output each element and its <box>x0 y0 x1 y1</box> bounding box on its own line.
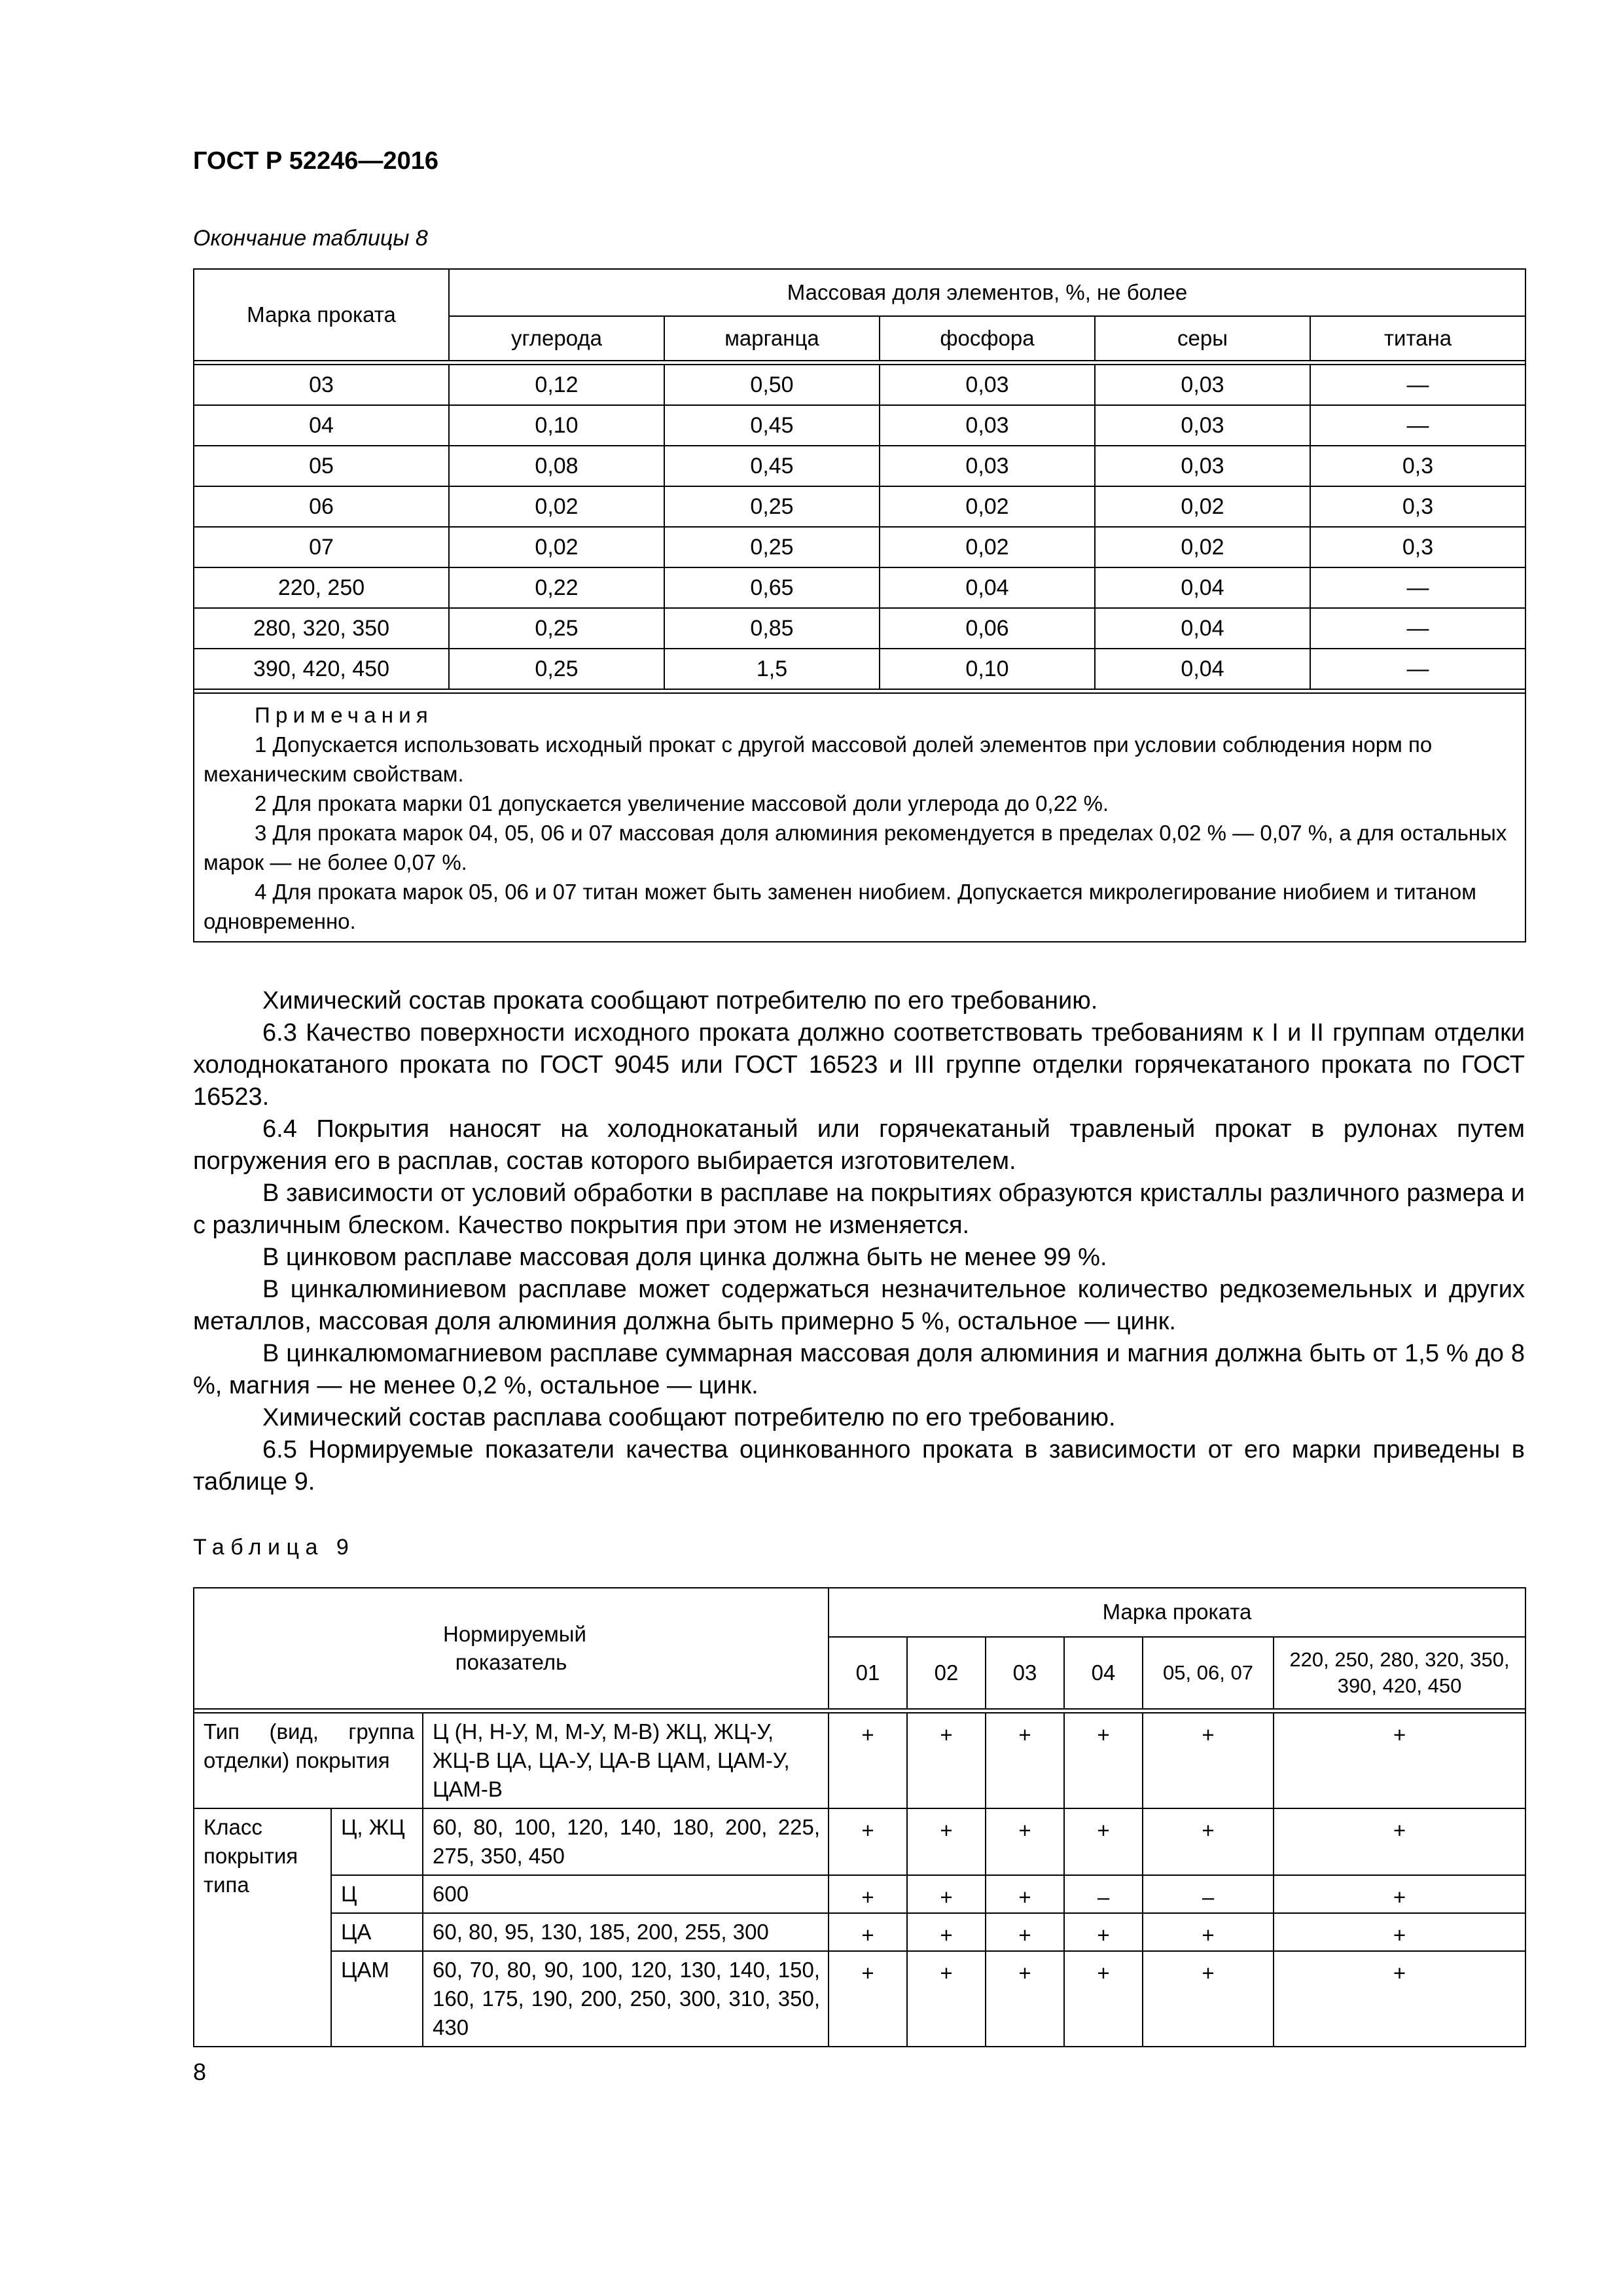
paragraph: В цинкалюмомагниевом расплаве суммарная массовая доля алюминия и магния должна быть от 1,5 % до 8 %, магния — не менее 0,2 %, остальное — цинк. <box>193 1340 1525 1399</box>
table8-header-col: фосфора <box>880 316 1095 361</box>
table-row <box>194 527 1525 567</box>
table-row <box>194 567 1525 608</box>
paragraph: 6.5 Нормируемые показатели качества оцинкованного проката в зависимости от его марки приведены в таблице 9. <box>193 1436 1525 1496</box>
paragraph: Химический состав расплава сообщают потребителю по его требованию. <box>262 1404 1116 1431</box>
table-cell: 0,03 <box>880 365 1095 405</box>
table9-header-col: 03 <box>986 1637 1064 1709</box>
table-cell: 1,5 <box>664 649 880 689</box>
table-cell: 0,03 <box>1095 446 1310 486</box>
table-cell: 0,25 <box>449 649 664 689</box>
mark-cell: – <box>1143 1875 1274 1913</box>
table9-header-indicator: Нормируемый показатель <box>194 1588 829 1709</box>
table-cell: 0,04 <box>880 567 1095 608</box>
mark-cell: + <box>907 1913 986 1951</box>
mark-cell: + <box>986 1951 1064 2047</box>
table-cell: 0,3 <box>1310 527 1525 567</box>
table-row <box>194 1913 1525 1951</box>
table9-caption: Таблица 9 <box>193 1535 355 1560</box>
table-cell: 03 <box>194 365 449 405</box>
mark-cell: + <box>1143 1913 1274 1951</box>
table-cell: 06 <box>194 486 449 527</box>
class-label: Класс покрытия типа <box>194 1808 331 2047</box>
table-row <box>194 446 1525 486</box>
paragraph: 6.4 Покрытия наносят на холоднокатаный или горячекатаный травленый прокат в рулонах путем погружения его в расплав, состав которого выбирается изготовителем. <box>193 1115 1525 1175</box>
table-cell: — <box>1310 405 1525 446</box>
table-cell: 0,06 <box>880 608 1095 649</box>
body-text <box>193 985 1525 1498</box>
table-cell: 0,03 <box>880 405 1095 446</box>
class-values: 60, 80, 95, 130, 185, 200, 255, 300 <box>423 1913 829 1951</box>
mark-cell: + <box>1143 1808 1274 1875</box>
mark-cell: + <box>1064 1951 1143 2047</box>
table-cell: 0,03 <box>880 446 1095 486</box>
note-item: 3 Для проката марок 04, 05, 06 и 07 массовая доля алюминия рекомендуется в пределах 0,02 % — 0,07 %, а для остальных марок — не более 0,07 %. <box>204 821 1507 874</box>
class-values: 600 <box>423 1875 829 1913</box>
table-cell: 390, 420, 450 <box>194 649 449 689</box>
table-cell: — <box>1310 608 1525 649</box>
paragraph: 6.3 Качество поверхности исходного проката должно соответствовать требованиям к I и II группам отделки холоднокатаного проката по ГОСТ 9045 или ГОСТ 16523 и III группе отделки горячекатаного проката по ГОСТ 16523. <box>193 1019 1525 1111</box>
table-cell: 0,02 <box>1095 527 1310 567</box>
mark-cell: + <box>829 1951 907 2047</box>
table-cell: 0,12 <box>449 365 664 405</box>
mark-cell: + <box>829 1808 907 1875</box>
table-cell: 0,10 <box>449 405 664 446</box>
table-cell: 0,45 <box>664 405 880 446</box>
table-cell: 0,08 <box>449 446 664 486</box>
table9-header-col: 02 <box>907 1637 986 1709</box>
table8-header-col: серы <box>1095 316 1310 361</box>
class-values: 60, 70, 80, 90, 100, 120, 130, 140, 150, 160, 175, 190, 200, 250, 300, 310, 350, 430 <box>423 1951 829 2047</box>
table-cell: 0,50 <box>664 365 880 405</box>
class-values: 60, 80, 100, 120, 140, 180, 200, 225, 275, 350, 450 <box>423 1808 829 1875</box>
table-row <box>194 649 1525 689</box>
mark-cell: + <box>1064 1913 1143 1951</box>
table-row <box>194 486 1525 527</box>
mark-cell: + <box>1274 1951 1525 2047</box>
mark-cell: + <box>907 1808 986 1875</box>
table9-header-col: 01 <box>829 1637 907 1709</box>
table-cell: 0,02 <box>1095 486 1310 527</box>
mark-cell: + <box>986 1713 1064 1808</box>
paragraph: Химический состав проката сообщают потребителю по его требованию. <box>262 987 1098 1014</box>
mark-cell: + <box>829 1713 907 1808</box>
mark-cell: + <box>829 1913 907 1951</box>
table-cell: 0,3 <box>1310 486 1525 527</box>
table-cell: 0,85 <box>664 608 880 649</box>
table-cell: — <box>1310 649 1525 689</box>
table-row <box>194 1808 1525 1875</box>
type-row-values: Ц (Н, Н-У, М, М-У, М-В) ЖЦ, ЖЦ-У, ЖЦ-В ЦА, ЦА-У, ЦА-В ЦАМ, ЦАМ-У, ЦАМ-В <box>423 1713 829 1808</box>
table-cell: 0,04 <box>1095 567 1310 608</box>
table-row <box>194 1713 1525 1808</box>
table-row <box>194 405 1525 446</box>
note-item: 1 Допускается использовать исходный прокат с другой массовой долей элементов при условии соблюдения норм по механическим свойствам. <box>204 732 1433 786</box>
table9-header-col: 05, 06, 07 <box>1143 1637 1274 1709</box>
table-cell: 07 <box>194 527 449 567</box>
table-cell: 0,04 <box>1095 608 1310 649</box>
table-cell: 0,02 <box>880 486 1095 527</box>
table-cell: 05 <box>194 446 449 486</box>
class-type: ЦА <box>331 1913 423 1951</box>
table-cell: 0,03 <box>1095 365 1310 405</box>
mark-cell: + <box>1143 1951 1274 2047</box>
mark-cell: + <box>1274 1808 1525 1875</box>
notes-title: Примечания <box>255 703 434 727</box>
table-cell: 0,22 <box>449 567 664 608</box>
mark-cell: + <box>986 1913 1064 1951</box>
mark-cell: + <box>1064 1713 1143 1808</box>
table8-header-group: Массовая доля элементов, %, не более <box>449 269 1525 316</box>
table8-notes <box>194 693 1525 942</box>
paragraph: В зависимости от условий обработки в расплаве на покрытиях образуются кристаллы различного размера и с различным блеском. Качество покрытия при этом не изменяется. <box>193 1179 1525 1239</box>
table-cell: 0,25 <box>664 527 880 567</box>
type-row-label: Тип (вид, группа отделки) покрытия <box>194 1713 423 1808</box>
table-cell: 0,45 <box>664 446 880 486</box>
table8 <box>193 268 1526 942</box>
table-cell: 0,02 <box>449 486 664 527</box>
paragraph: В цинкалюминиевом расплаве может содержаться незначительное количество редкоземельных и других металлов, массовая доля алюминия должна быть примерно 5 %, остальное — цинк. <box>193 1276 1525 1335</box>
table8-header-col: марганца <box>664 316 880 361</box>
mark-cell: + <box>907 1875 986 1913</box>
table9 <box>193 1587 1526 2047</box>
mark-cell: + <box>907 1713 986 1808</box>
note-item: 2 Для проката марки 01 допускается увеличение массовой доли углерода до 0,22 %. <box>255 791 1109 816</box>
table-cell: 280, 320, 350 <box>194 608 449 649</box>
table-cell: 0,03 <box>1095 405 1310 446</box>
document-header: ГОСТ Р 52246—2016 <box>193 147 438 175</box>
table9-header-col: 220, 250, 280, 320, 350, 390, 420, 450 <box>1274 1637 1525 1709</box>
mark-cell: + <box>1064 1808 1143 1875</box>
mark-cell: + <box>1143 1713 1274 1808</box>
note-item: 4 Для проката марок 05, 06 и 07 титан может быть заменен ниобием. Допускается микролегирование ниобием и титаном одновременно. <box>204 880 1476 933</box>
table-cell: 04 <box>194 405 449 446</box>
table8-caption: Окончание таблицы 8 <box>193 226 428 251</box>
table-row <box>194 365 1525 405</box>
mark-cell: + <box>986 1875 1064 1913</box>
table9-header-mark: Марка проката <box>829 1588 1525 1637</box>
table-row <box>194 608 1525 649</box>
table9-header-col: 04 <box>1064 1637 1143 1709</box>
table8-header-col: углерода <box>449 316 664 361</box>
table-cell: 0,3 <box>1310 446 1525 486</box>
table-cell: 0,25 <box>449 608 664 649</box>
table-cell: 220, 250 <box>194 567 449 608</box>
mark-cell: + <box>1274 1713 1525 1808</box>
mark-cell: + <box>907 1951 986 2047</box>
table8-header-mark: Марка проката <box>194 269 449 361</box>
table-cell: 0,65 <box>664 567 880 608</box>
class-type: Ц <box>331 1875 423 1913</box>
mark-cell: + <box>1274 1913 1525 1951</box>
table-cell: — <box>1310 365 1525 405</box>
table-cell: — <box>1310 567 1525 608</box>
table-row <box>194 1875 1525 1913</box>
table-row <box>194 1951 1525 2047</box>
table-cell: 0,02 <box>449 527 664 567</box>
paragraph: В цинковом расплаве массовая доля цинка должна быть не менее 99 %. <box>262 1244 1107 1271</box>
class-type: ЦАМ <box>331 1951 423 2047</box>
table-cell: 0,02 <box>880 527 1095 567</box>
mark-cell: + <box>986 1808 1064 1875</box>
mark-cell: + <box>1274 1875 1525 1913</box>
mark-cell: + <box>829 1875 907 1913</box>
page-number: 8 <box>193 2058 207 2085</box>
table-cell: 0,04 <box>1095 649 1310 689</box>
class-type: Ц, ЖЦ <box>331 1808 423 1875</box>
mark-cell: – <box>1064 1875 1143 1913</box>
table-cell: 0,10 <box>880 649 1095 689</box>
table8-header-col: титана <box>1310 316 1525 361</box>
table-cell: 0,25 <box>664 486 880 527</box>
